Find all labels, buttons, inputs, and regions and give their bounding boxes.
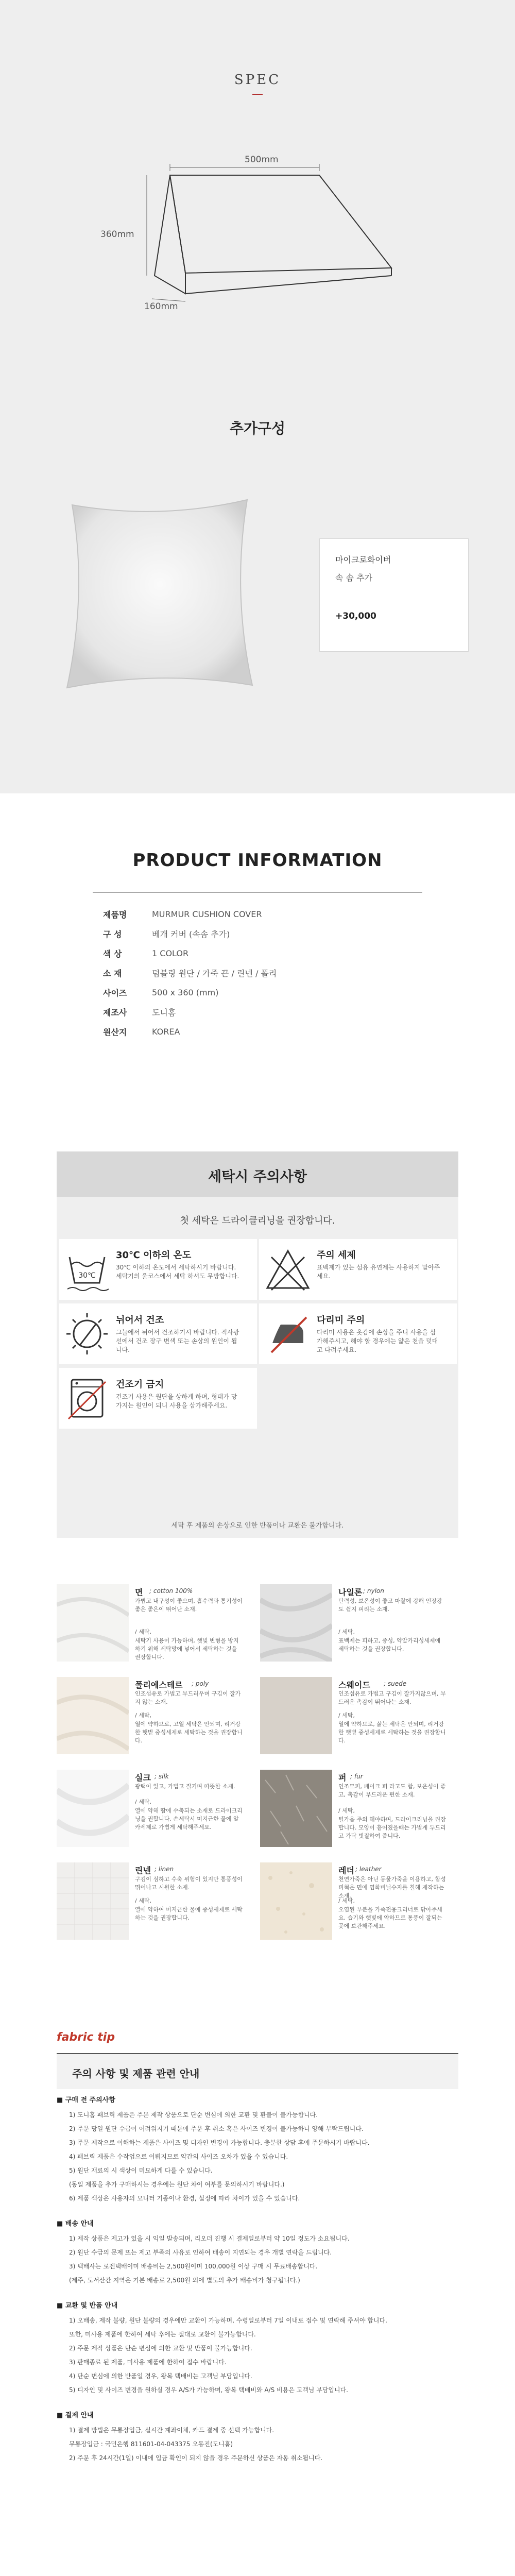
fabric-care: 오염된 부분을 가죽전용크리너로 닦아주세요. 습기와 햇빛에 약하므로 통풍이 잘되는 곳에 보관해주세요.	[338, 1906, 442, 1929]
product-info-row: 구 성 베개 커버 (속솜 추가)	[103, 929, 230, 939]
no-iron-icon	[265, 1311, 311, 1357]
fabric-desc: 인조모피, 패이크 퍼 라고도 함, 보온성이 좋고, 촉감이 부드러운 편한 소재.	[338, 1783, 446, 1798]
fabric-name: 스웨이드	[338, 1680, 370, 1690]
no-dryer-icon	[64, 1376, 110, 1421]
product-info-row: 소 재 덤블링 원단 / 가죽 끈 / 린넨 / 폴리	[103, 968, 277, 978]
fabric-en: ; poly	[192, 1680, 209, 1687]
fabric-care: 털가움 주의 해야하며, 드라이크리닝을 권장합니다. 모양이 흩어졌을때는 가볍게 두드리고 가닥 빗질하여 줍니다.	[338, 1816, 446, 1839]
fabric-name: 린넨	[135, 1866, 151, 1875]
product-info-row: 제조사 도니홈	[103, 1007, 176, 1018]
fabric-care: 세탁기 사용이 가능하며, 햇빛 변형을 방지하기 위해 세탁망에 넣어서 세탁하는 것을 권장합니다.	[135, 1637, 239, 1660]
silk-swatch	[57, 1770, 129, 1847]
fabric-name: 면	[135, 1587, 143, 1597]
wash-30-icon	[64, 1247, 110, 1292]
fabric-desc: 광택이 있고, 가볍고 질기며 따뜻한 소재.	[135, 1783, 235, 1790]
wash-item-title: 다리미 주의	[317, 1315, 365, 1326]
leather-swatch	[260, 1862, 332, 1940]
notice-section: ■ 교환 및 반품 안내 1) 오배송, 제작 불량, 원단 불량의 경우에만 교환이 가능하며, 수령일로부터 7일 이내로 접수 및 연락해 주셔야 합니다. 또한, 미사용 제품에 한하여 세탁 후에는 절대로 교환이 불가능합니다. 2) 주문 제작 상품은 단순 변심에 의한 교환 및 반품이 불가능합니다. 3) 판매종료 된 제품, 미사용 제품에 한하여 접수 바랍니다. 4) 단순 변심에 의한 반품일 경우, 왕복 택배비는 고객님 부담입니다. 5) 디자인 및 사이즈 변경을 원하실 경우 A/S가 가능하며, 왕복 택배비와 A/S 비용은 고객님 부담입니다.	[57, 2302, 387, 2394]
option-title: 마이크로화이버	[335, 555, 391, 565]
extra-option-card[interactable]	[319, 538, 469, 652]
notice-section: ■ 결제 안내 1) 결제 방법은 무통장입금, 실시간 계좌이체, 카드 결제 중 선택 가능합니다. 무통장입금 : 국민은행 811601-04-043375 오동진(도니홈) 2) 주문 후 24시간(1일) 이내에 입금 확인이 되지 않을 경우 주문하신 상품은 자동 취소됩니다.	[57, 2412, 323, 2462]
fabric-care-title: / 세탁,	[338, 1897, 355, 1904]
pillow-insert-image	[52, 484, 268, 701]
fabric-care-title: / 세탁,	[338, 1629, 355, 1635]
fabric-desc: 탄력성, 보온성이 좋고 마찰에 강해 인장강도 쉽지 피리는 소재.	[338, 1598, 442, 1613]
wash-item-title: 30℃ 이하의 온도	[116, 1250, 192, 1261]
fabric-desc: 가볍고 내구성이 좋으며, 흡수력과 통기성이 좋은 좋은이 뛰어난 소재.	[135, 1598, 243, 1613]
fabric-care-title: / 세탁,	[135, 1712, 151, 1719]
product-info-row: 제품명 MURMUR CUSHION COVER	[103, 909, 262, 920]
wash-item-title: 건조기 금지	[116, 1379, 164, 1390]
fabric-care-title: / 세탁,	[338, 1807, 355, 1814]
fabric-en: ; cotton 100%	[149, 1587, 193, 1595]
product-info-row: 사이즈 500 x 360 (mm)	[103, 987, 219, 998]
fabric-name: 레더	[338, 1866, 354, 1875]
fabric-name: 실크	[135, 1773, 151, 1783]
wash-item-title: 주의 세제	[317, 1250, 356, 1261]
fabric-name: 퍼	[338, 1773, 347, 1783]
wash-heading: 세탁시 주의사항	[208, 1169, 307, 1185]
fabric-desc: 천연가죽은 아닌 동물가죽을 이용하고, 합성피혁은 면에 염화비닐수지를 칠해 제작하는 소재.	[338, 1876, 446, 1899]
depth-label: 160mm	[144, 301, 178, 312]
dry-flat-icon	[64, 1311, 110, 1357]
fabric-en: ; fur	[350, 1773, 363, 1780]
extra-heading: 추가구성	[229, 420, 286, 437]
cotton-swatch	[57, 1584, 129, 1662]
wash-footer-note: 세탁 후 제품의 손상으로 인한 반품이나 교환은 불가합니다.	[171, 1522, 344, 1530]
fabric-care-title: / 세탁,	[135, 1629, 151, 1635]
notice-section: ■ 구매 전 주의사항 1) 도니홈 패브릭 제품은 주문 제작 상품으로 단순 변심에 의한 교환 및 환불이 불가능합니다. 2) 주문 당일 원단 수급이 어려워지기 때문에 주문 후 취소 혹은 사이즈 변경이 불가능하니 양해 부탁드립니다. 3) 주문 제작으로 이해하는 제품은 사이즈 및 디자인 변경이 가능합니다. 충분한 상담 후에 주문하시기 바랍니다. 4) 패브릭 제품은 수작업으로 이뤄지므로 약간의 사이즈 오차가 있을 수 있습니다. 5) 원단 재료의 시 색상이 미묘하게 다를 수 있습니다. (동일 제품을 추가 구매하시는 경우에는 원단 차이 여부를 문의하시기 바랍니다.) 6) 제품 색상은 사용자의 모니터 기종이나 환경, 설정에 따라 차이가 있을 수 있습니다.	[57, 2096, 370, 2202]
poly-swatch	[57, 1677, 129, 1754]
spec-title: SPEC	[234, 72, 281, 88]
fabric-en: ; linen	[154, 1866, 174, 1873]
fabric-en: ; suede	[384, 1680, 407, 1687]
fabric-desc: 인조섬유로 가볍고 부드러우며 구김이 잘가지 않는 소재.	[135, 1690, 241, 1705]
fabric-desc: 구김이 심하고 수축 위험이 있지만 통풍성이 뛰어나고 시원한 소재.	[135, 1876, 243, 1891]
product-info-divider	[93, 892, 422, 893]
fabric-care-title: / 세탁,	[135, 1897, 151, 1904]
option-price: +30,000	[335, 611, 376, 621]
suede-swatch	[260, 1677, 332, 1754]
wash-item-title: 뉘어서 건조	[116, 1315, 164, 1326]
wash-subtitle: 첫 세탁은 드라이클리닝을 권장합니다.	[180, 1215, 335, 1226]
fabric-desc: 인조섬유로 가볍고 구김이 잘가지않으며, 부드러운 촉감이 뛰어나는 소재.	[338, 1690, 446, 1705]
notice-section: ■ 배송 안내 1) 제작 상품은 제고가 있을 시 익일 발송되며, 리오더 진행 시 결제일로부터 약 10일 정도가 소요됩니다. 2) 원단 수급의 문제 또는 제고 부족의 사유로 인하여 배송이 지연되는 경우 개별 연락을 드립니다. 3) 택배사는 로젠택배이며 배송비는 2,500원이며 100,000원 이상 구매 시 무료배송합니다. (제주, 도서산간 지역은 기본 배송료 2,500원 외에 별도의 추가 배송비가 청구됩니다.)	[57, 2220, 350, 2284]
fabric-en: ; leather	[355, 1866, 382, 1873]
notice-body	[57, 2094, 458, 2478]
nylon-swatch	[260, 1584, 332, 1662]
fabric-tip-label: fabric tip	[57, 2031, 115, 2044]
product-info-row: 색 상 1 COLOR	[103, 948, 189, 959]
svg-text:30℃: 30℃	[78, 1272, 96, 1280]
fabric-care: 열에 약해 땀에 수축되는 소재로 드라이크리닝을 권합니다. 손세탁시 미지근한 물에 알카세제로 가볍게 세탁해주세요.	[135, 1807, 243, 1831]
wash-item-desc: 건조기 사용은 원단을 상하게 하며, 형태가 망가지는 원인이 되니 사용을 삼가해주세요.	[116, 1393, 237, 1409]
no-bleach-icon	[265, 1247, 311, 1292]
fabric-care: 열에 약하므로, 삶는 세탁은 안되며, 리거강한 햇볕 중성세제로 세탁하는 것을 권장합니다.	[338, 1721, 446, 1744]
wash-item-desc: 그늘에서 뉘어서 건조하기시 바랍니다. 직사광선에서 건조 장구 변색 또는 손상의 원인이 됩니다.	[116, 1329, 239, 1353]
product-info-row: 원산지 KOREA	[103, 1026, 180, 1037]
product-info-heading: PRODUCT INFORMATION	[132, 850, 383, 871]
fabric-en: ; silk	[154, 1773, 169, 1780]
spec-divider	[252, 94, 263, 95]
fabric-name: 나일론	[338, 1587, 363, 1597]
product-info-table	[103, 904, 412, 1041]
option-subtitle: 속 솜 추가	[335, 573, 372, 583]
fabric-care-title: / 세탁,	[135, 1799, 151, 1805]
fabric-care: 열에 약하므로, 고열 세탁은 안되며, 리거강한 햇볕 중성세제로 세탁하는 것을 권장합니다.	[135, 1721, 243, 1744]
wash-item-desc: 다리미 사용은 옷감에 손상을 주니 사용을 삼가해주시고, 해야 할 경우에는 얇은 천을 덧대고 다려주세요.	[317, 1329, 438, 1353]
fabric-care: 표백제는 피하고, 중성, 약알카리성세제에 세탁하는 것을 권장합니다.	[338, 1637, 441, 1652]
linen-swatch	[57, 1862, 129, 1940]
notice-heading: 주의 사항 및 제품 관련 안내	[57, 2053, 458, 2089]
fabric-care: 열에 약하여 미지근한 물에 중성세제로 세탁하는 것을 권장합니다.	[135, 1906, 243, 1921]
wash-item-desc: 30℃ 이하의 온도에서 세탁하시기 바랍니다. 세탁기의 울코스에서 세탁 하셔도 무방합니다.	[116, 1264, 239, 1280]
width-label: 500mm	[245, 155, 279, 165]
height-label: 360mm	[100, 229, 134, 240]
fabric-en: ; nylon	[363, 1587, 384, 1595]
fur-swatch	[260, 1770, 332, 1847]
fabric-name: 폴리에스테르	[135, 1680, 183, 1690]
wash-item-desc: 표백제가 있는 섬유 유연제는 사용하지 말아주세요.	[317, 1264, 440, 1280]
fabric-care-title: / 세탁,	[338, 1712, 355, 1719]
